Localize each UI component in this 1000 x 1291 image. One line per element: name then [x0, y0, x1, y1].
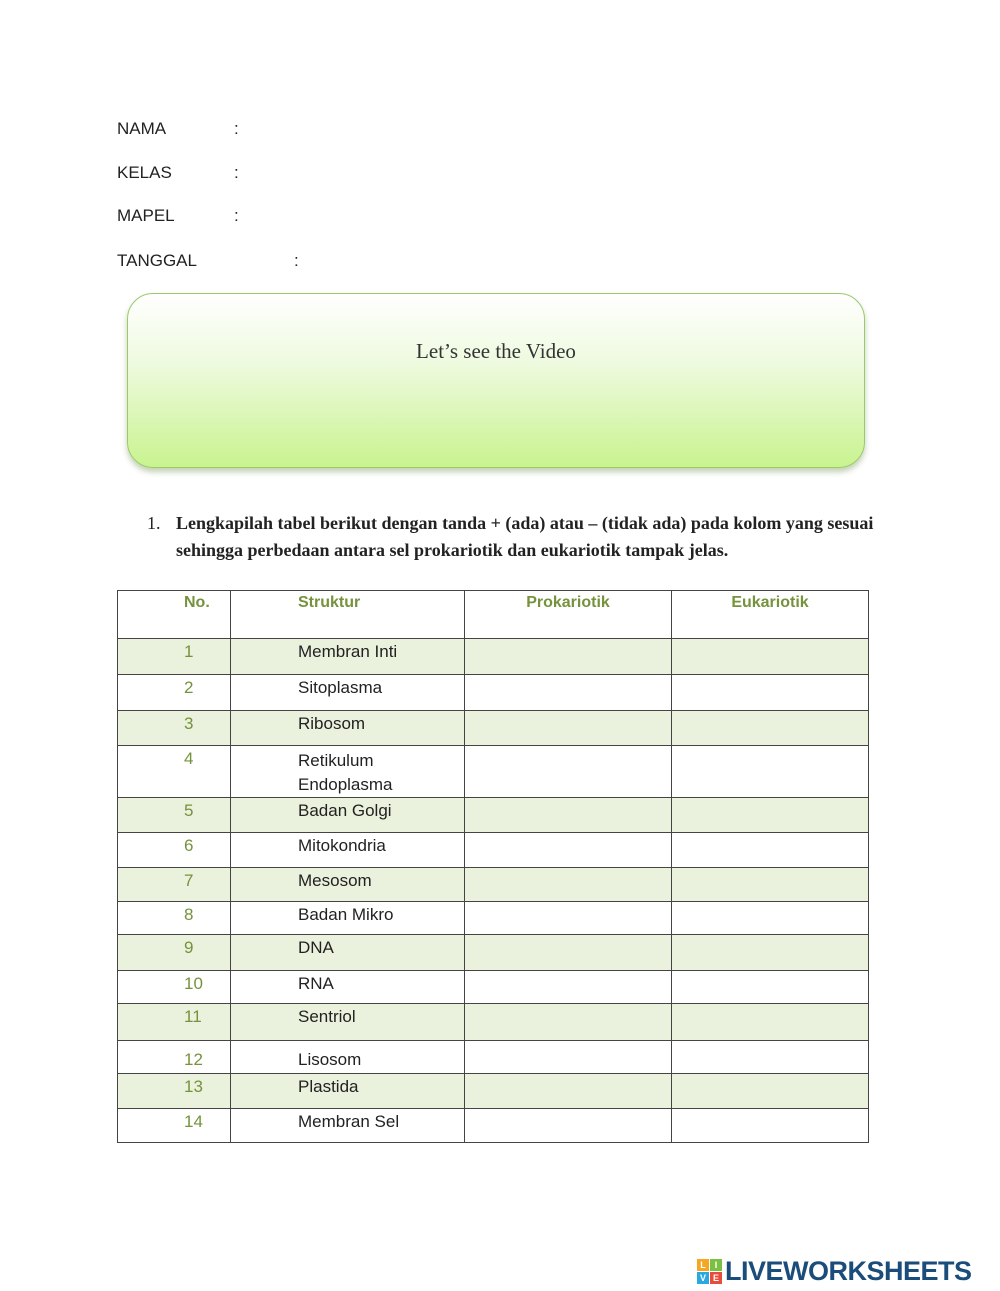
liveworksheets-logo-icon: [697, 1259, 722, 1284]
eukariotik-cell[interactable]: [672, 798, 869, 833]
row-struktur: Sentriol: [231, 1004, 465, 1041]
prokariotik-cell[interactable]: [465, 833, 672, 868]
eukariotik-cell[interactable]: [672, 1004, 869, 1041]
prokariotik-cell[interactable]: [465, 902, 672, 935]
logo-letter: E: [710, 1272, 722, 1284]
row-no: 6: [118, 833, 231, 868]
video-title: Let’s see the Video: [416, 339, 576, 363]
question-text: Lengkapilah tabel berikut dengan tanda + (ada) atau – (tidak ada) pada kolom yang sesuai sehingga perbedaan antara sel prokariotik dan eukariotik tampak jelas.: [176, 513, 874, 560]
table-row: [118, 746, 869, 798]
prokariotik-cell[interactable]: [465, 971, 672, 1004]
table-row: [118, 1004, 869, 1041]
row-no: 13: [118, 1074, 231, 1109]
row-no: 10: [118, 971, 231, 1004]
field-label: TANGGAL: [117, 251, 197, 270]
liveworksheets-logo[interactable]: [697, 1256, 972, 1286]
row-struktur: Badan Golgi: [231, 798, 465, 833]
prokariotik-cell[interactable]: [465, 675, 672, 711]
prokariotik-cell[interactable]: [465, 1004, 672, 1041]
field-kelas: [117, 163, 239, 183]
eukariotik-cell[interactable]: [672, 902, 869, 935]
eukariotik-cell[interactable]: [672, 971, 869, 1004]
table-row: [118, 935, 869, 971]
field-mapel: [117, 206, 239, 226]
video-box[interactable]: [127, 293, 865, 468]
row-no: 4: [118, 746, 231, 798]
prokariotik-cell[interactable]: [465, 711, 672, 746]
field-label: NAMA: [117, 119, 167, 138]
row-struktur: DNA: [231, 935, 465, 971]
row-no: 11: [118, 1004, 231, 1041]
prokariotik-cell[interactable]: [465, 935, 672, 971]
table-row: [118, 639, 869, 675]
row-no: 7: [118, 868, 231, 902]
table-header-row: [118, 591, 869, 639]
logo-letter: I: [710, 1259, 722, 1271]
eukariotik-cell[interactable]: [672, 868, 869, 902]
row-no: 2: [118, 675, 231, 711]
eukariotik-cell[interactable]: [672, 1074, 869, 1109]
row-struktur: Sitoplasma: [231, 675, 465, 711]
row-struktur: Retikulum Endoplasma: [231, 746, 465, 798]
table-row: [118, 1041, 869, 1074]
row-struktur: Plastida: [231, 1074, 465, 1109]
logo-letter: V: [697, 1272, 709, 1284]
row-struktur: Mitokondria: [231, 833, 465, 868]
field-tanggal: [117, 251, 299, 271]
row-struktur: Lisosom: [231, 1041, 465, 1074]
row-no: 3: [118, 711, 231, 746]
row-struktur: Membran Inti: [231, 639, 465, 675]
table-row: [118, 868, 869, 902]
prokariotik-cell[interactable]: [465, 1109, 672, 1143]
eukariotik-cell[interactable]: [672, 675, 869, 711]
field-nama: [117, 119, 239, 139]
row-no: 9: [118, 935, 231, 971]
table-row: [118, 675, 869, 711]
prokariotik-cell[interactable]: [465, 639, 672, 675]
row-struktur: Ribosom: [231, 711, 465, 746]
row-no: 8: [118, 902, 231, 935]
eukariotik-cell[interactable]: [672, 746, 869, 798]
prokariotik-cell[interactable]: [465, 798, 672, 833]
eukariotik-cell[interactable]: [672, 639, 869, 675]
table-row: [118, 1074, 869, 1109]
row-struktur: Membran Sel: [231, 1109, 465, 1143]
prokariotik-cell[interactable]: [465, 1041, 672, 1074]
table-row: [118, 711, 869, 746]
table-row: [118, 971, 869, 1004]
logo-letter: L: [697, 1259, 709, 1271]
field-colon: :: [234, 206, 239, 225]
eukariotik-cell[interactable]: [672, 935, 869, 971]
question-number: 1.: [147, 513, 161, 533]
eukariotik-cell[interactable]: [672, 1109, 869, 1143]
table-row: [118, 902, 869, 935]
prokariotik-cell[interactable]: [465, 1074, 672, 1109]
row-no: 5: [118, 798, 231, 833]
header-struktur: Struktur: [231, 591, 465, 639]
row-no: 14: [118, 1109, 231, 1143]
field-colon: :: [234, 119, 239, 138]
eukariotik-cell[interactable]: [672, 1041, 869, 1074]
header-eukariotik: Eukariotik: [672, 591, 869, 639]
field-label: MAPEL: [117, 206, 175, 225]
prokariotik-cell[interactable]: [465, 746, 672, 798]
table-row: [118, 833, 869, 868]
field-colon: :: [294, 251, 299, 270]
logo-text: LIVEWORKSHEETS: [725, 1255, 972, 1286]
header-no: No.: [118, 591, 231, 639]
table-row: [118, 798, 869, 833]
row-struktur: Badan Mikro: [231, 902, 465, 935]
row-struktur: RNA: [231, 971, 465, 1004]
row-struktur: Mesosom: [231, 868, 465, 902]
eukariotik-cell[interactable]: [672, 711, 869, 746]
row-no: 1: [118, 639, 231, 675]
header-prokariotik: Prokariotik: [465, 591, 672, 639]
structure-table: [117, 590, 869, 1143]
field-label: KELAS: [117, 163, 172, 182]
row-no: 12: [118, 1041, 231, 1074]
eukariotik-cell[interactable]: [672, 833, 869, 868]
prokariotik-cell[interactable]: [465, 868, 672, 902]
table-row: [118, 1109, 869, 1143]
field-colon: :: [234, 163, 239, 182]
